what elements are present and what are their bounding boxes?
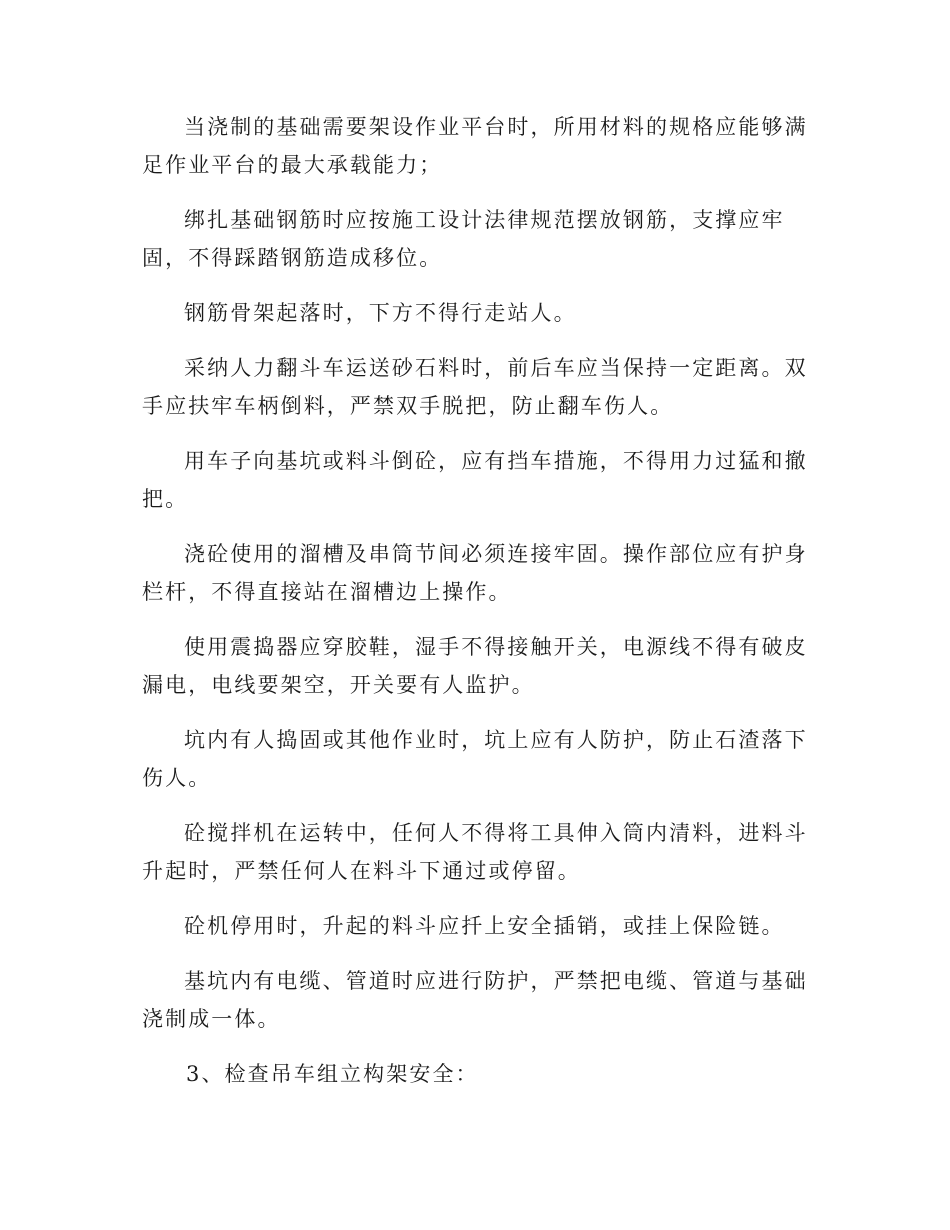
- paragraph-cables-pipes: 基坑内有电缆、管道时应进行防护，严禁把电缆、管道与基础浇制成一体。: [142, 969, 808, 1031]
- paragraph-mixer-running: 砼搅拌机在运转中，任何人不得将工具伸入筒内清料，进料斗升起时，严禁任何人在料斗下通过或停留。: [142, 821, 808, 883]
- paragraph-rebar-lifting: 钢筋骨架起落时，下方不得行走站人。: [184, 301, 577, 325]
- paragraph-concrete-pouring: 用车子向基坑或料斗倒砼，应有挡车措施，不得用力过猛和撤把。: [142, 449, 808, 511]
- paragraph-pit-tamping: 坑内有人捣固或其他作业时，坑上应有人防护，防止石渣落下伤人。: [142, 728, 808, 790]
- paragraph-work-platform: 当浇制的基础需要架设作业平台时，所用材料的规格应能够满足作业平台的最大承载能力；: [142, 115, 808, 177]
- paragraph-mixer-stopped: 砼机停用时，升起的料斗应扦上安全插销，或挂上保险链。: [184, 914, 785, 938]
- document-body: [142, 108, 808, 1093]
- paragraph-chute: 浇砼使用的溜槽及串筒节间必须连接牢固。操作部位应有护身栏杆，不得直接站在溜槽边上操作。: [142, 542, 808, 604]
- section-heading-crane-safety: 3、检查吊车组立构架安全：: [186, 1062, 479, 1086]
- paragraph-rebar-binding: 绑扎基础钢筋时应按施工设计法律规范摆放钢筋，支撑应牢固，不得踩踏钢筋造成移位。: [142, 208, 785, 270]
- paragraph-dump-cart: 采纳人力翻斗车运送砂石料时，前后车应当保持一定距离。双手应扶牢车柄倒料，严禁双手脱把，防止翻车伤人。: [142, 356, 808, 418]
- paragraph-vibrator: 使用震捣器应穿胶鞋，湿手不得接触开关，电源线不得有破皮漏电，电线要架空，开关要有人监护。: [142, 635, 808, 697]
